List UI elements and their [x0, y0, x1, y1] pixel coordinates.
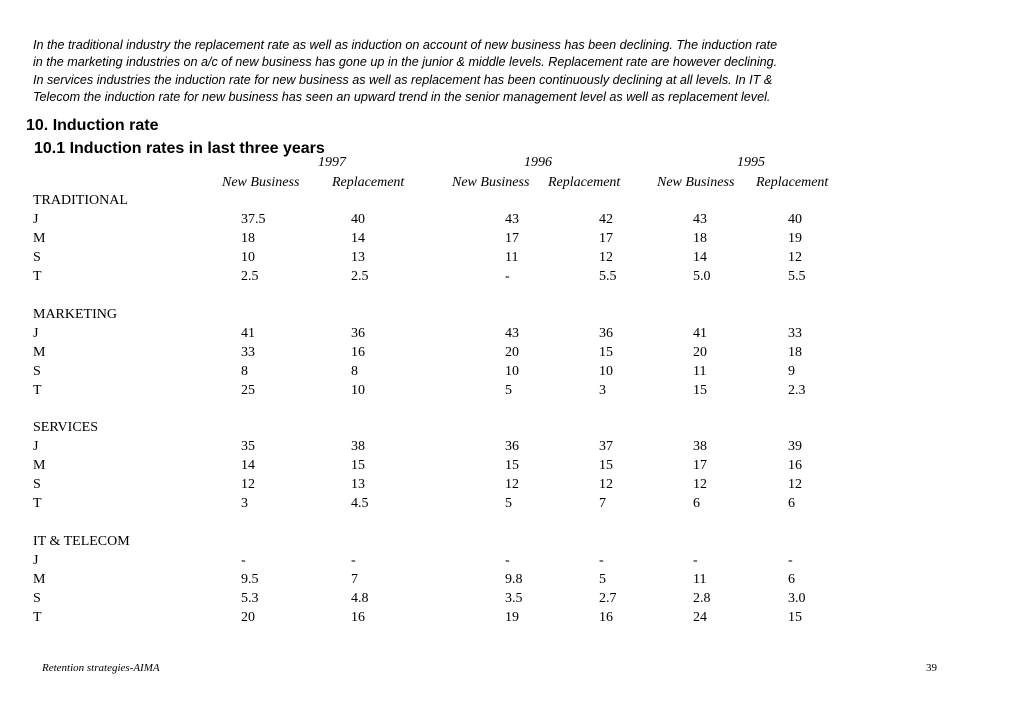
column-header: Replacement — [548, 175, 621, 190]
year-header: 1995 — [737, 155, 765, 170]
intro-paragraph — [33, 37, 903, 106]
table-cell: 19 — [505, 609, 519, 625]
row-label: S — [33, 249, 41, 265]
table-cell: 25 — [241, 382, 255, 398]
table-cell: 4.5 — [351, 496, 369, 512]
column-header: Replacement — [756, 175, 829, 190]
table-cell: 18 — [693, 230, 707, 246]
table-cell: 38 — [693, 439, 707, 455]
table-cell: - — [505, 553, 510, 569]
section-name: MARKETING — [33, 306, 117, 322]
table-cell: 5 — [505, 496, 512, 512]
table-cell: 2.3 — [788, 382, 806, 398]
table-cell: - — [505, 268, 510, 284]
table-cell: 6 — [788, 496, 795, 512]
intro-line: In services industries the induction rate for new business as well as replacement has been continuously declining at all levels. In IT & — [33, 72, 773, 87]
table-cell: 37.5 — [241, 211, 266, 227]
table-cell: 5.3 — [241, 590, 259, 606]
intro-line: In the traditional industry the replacement rate as well as induction on account of new business has been declining. The induction rate — [33, 38, 778, 52]
table-cell: 5.5 — [788, 268, 806, 284]
table-cell: 36 — [599, 325, 613, 341]
table-cell: 3.5 — [505, 590, 523, 606]
table-cell: 20 — [693, 344, 707, 360]
table-cell: 17 — [693, 458, 707, 474]
row-label: M — [33, 572, 46, 587]
table-cell: 10 — [351, 382, 365, 398]
row-label: M — [33, 458, 46, 474]
table-cell: 16 — [599, 609, 613, 625]
table-cell: 41 — [241, 325, 255, 341]
table-cell: 5.0 — [693, 268, 711, 284]
table-cell: 2.8 — [693, 590, 711, 606]
table-cell: 11 — [505, 249, 519, 265]
column-header: New Business — [452, 175, 530, 190]
table-cell: - — [599, 553, 604, 569]
table-cell: 24 — [693, 609, 707, 625]
subsection-heading: 10.1 Induction rates in last three years — [34, 140, 325, 157]
table-cell: 12 — [599, 249, 613, 265]
table-cell: 43 — [505, 325, 519, 341]
table-cell: 13 — [351, 477, 365, 493]
table-cell: 14 — [351, 230, 365, 246]
table-cell: 36 — [505, 439, 519, 455]
row-label: T — [33, 496, 42, 512]
table-cell: 5 — [599, 572, 606, 587]
table-cell: 13 — [351, 249, 365, 265]
table-cell: 7 — [351, 572, 358, 587]
table-cell: 43 — [505, 211, 519, 227]
table-cell: 18 — [241, 230, 255, 246]
table-cell: - — [693, 553, 698, 569]
table-cell: 8 — [351, 363, 358, 379]
table-cell: 33 — [788, 325, 802, 341]
table-cell: 12 — [505, 477, 519, 493]
row-label: J — [33, 439, 39, 455]
table-cell: 12 — [788, 477, 802, 493]
table-cell: 42 — [599, 211, 613, 227]
table-cell: 3 — [241, 496, 248, 512]
table-cell: 33 — [241, 344, 255, 360]
table-cell: 38 — [351, 439, 365, 455]
table-cell: 10 — [505, 363, 519, 379]
row-label: S — [33, 363, 41, 379]
table-cell: 4.8 — [351, 590, 369, 606]
year-header: 1996 — [524, 155, 552, 170]
intro-line: Telecom the induction rate for new business has seen an upward trend in the senior management level as well as replacement level. — [33, 89, 771, 104]
table-cell: 35 — [241, 439, 255, 455]
table-cell: 15 — [351, 458, 365, 474]
table-cell: 43 — [693, 211, 707, 227]
row-label: S — [33, 477, 41, 493]
table-cell: 15 — [599, 344, 613, 360]
table-cell: - — [241, 553, 246, 569]
row-label: J — [33, 325, 39, 341]
table-cell: 2.5 — [351, 268, 369, 284]
row-label: M — [33, 230, 46, 246]
table-cell: 15 — [505, 458, 519, 474]
table-cell: 2.5 — [241, 268, 259, 284]
column-header: New Business — [222, 175, 300, 190]
table-cell: 10 — [599, 363, 613, 379]
table-cell: 40 — [788, 211, 802, 227]
row-label: J — [33, 553, 39, 569]
table-cell: 17 — [505, 230, 519, 246]
table-cell: 20 — [241, 609, 255, 625]
section-name: IT & TELECOM — [33, 534, 130, 550]
footer-title: Retention strategies-AIMA — [42, 662, 160, 674]
row-label: T — [33, 382, 42, 398]
row-label: S — [33, 590, 41, 606]
table-cell: 16 — [351, 344, 365, 360]
table-cell: 36 — [351, 325, 365, 341]
table-cell: 12 — [788, 249, 802, 265]
table-cell: 6 — [788, 572, 795, 587]
row-label: J — [33, 211, 39, 227]
table-cell: 5 — [505, 382, 512, 398]
table-cell: 9.8 — [505, 572, 523, 587]
section-name: SERVICES — [33, 420, 99, 436]
table-cell: 18 — [788, 344, 802, 360]
table-cell: 8 — [241, 363, 248, 379]
table-cell: 15 — [788, 609, 802, 625]
table-cell: 10 — [241, 249, 255, 265]
table-cell: 6 — [693, 496, 700, 512]
table-cell: 7 — [599, 496, 606, 512]
section-heading: 10. Induction rate — [26, 117, 159, 134]
table-cell: 40 — [351, 211, 365, 227]
table-cell: 5.5 — [599, 268, 617, 284]
table-cell: 15 — [599, 458, 613, 474]
table-cell: 14 — [693, 249, 707, 265]
row-label: T — [33, 268, 42, 284]
table-cell: - — [788, 553, 793, 569]
table-cell: 39 — [788, 439, 802, 455]
column-header: Replacement — [332, 175, 405, 190]
table-cell: 12 — [693, 477, 707, 493]
table-cell: 37 — [599, 439, 613, 455]
row-label: T — [33, 609, 42, 625]
table-cell: 12 — [599, 477, 613, 493]
table-cell: 11 — [693, 572, 707, 587]
table-cell: 15 — [693, 382, 707, 398]
table-cell: 2.7 — [599, 590, 617, 606]
table-cell: 3 — [599, 382, 606, 398]
table-cell: 16 — [351, 609, 365, 625]
table-cell: 9 — [788, 363, 795, 379]
intro-line: in the marketing industries on a/c of new business has gone up in the junior & middle levels. Replacement rate are however declining. — [33, 55, 778, 70]
table-cell: 3.0 — [788, 590, 806, 606]
table-cell: 20 — [505, 344, 519, 360]
section-name: TRADITIONAL — [33, 193, 128, 208]
row-label: M — [33, 344, 46, 360]
table-cell: 14 — [241, 458, 255, 474]
table-cell: 9.5 — [241, 572, 259, 587]
table-cell: 16 — [788, 458, 802, 474]
table-cell: 19 — [788, 230, 802, 246]
year-header: 1997 — [318, 155, 346, 170]
page-number: 39 — [926, 662, 937, 674]
table-cell: 17 — [599, 230, 613, 246]
table-cell: - — [351, 553, 356, 569]
table-cell: 11 — [693, 363, 707, 379]
table-cell: 41 — [693, 325, 707, 341]
column-header: New Business — [657, 175, 735, 190]
table-cell: 12 — [241, 477, 255, 493]
